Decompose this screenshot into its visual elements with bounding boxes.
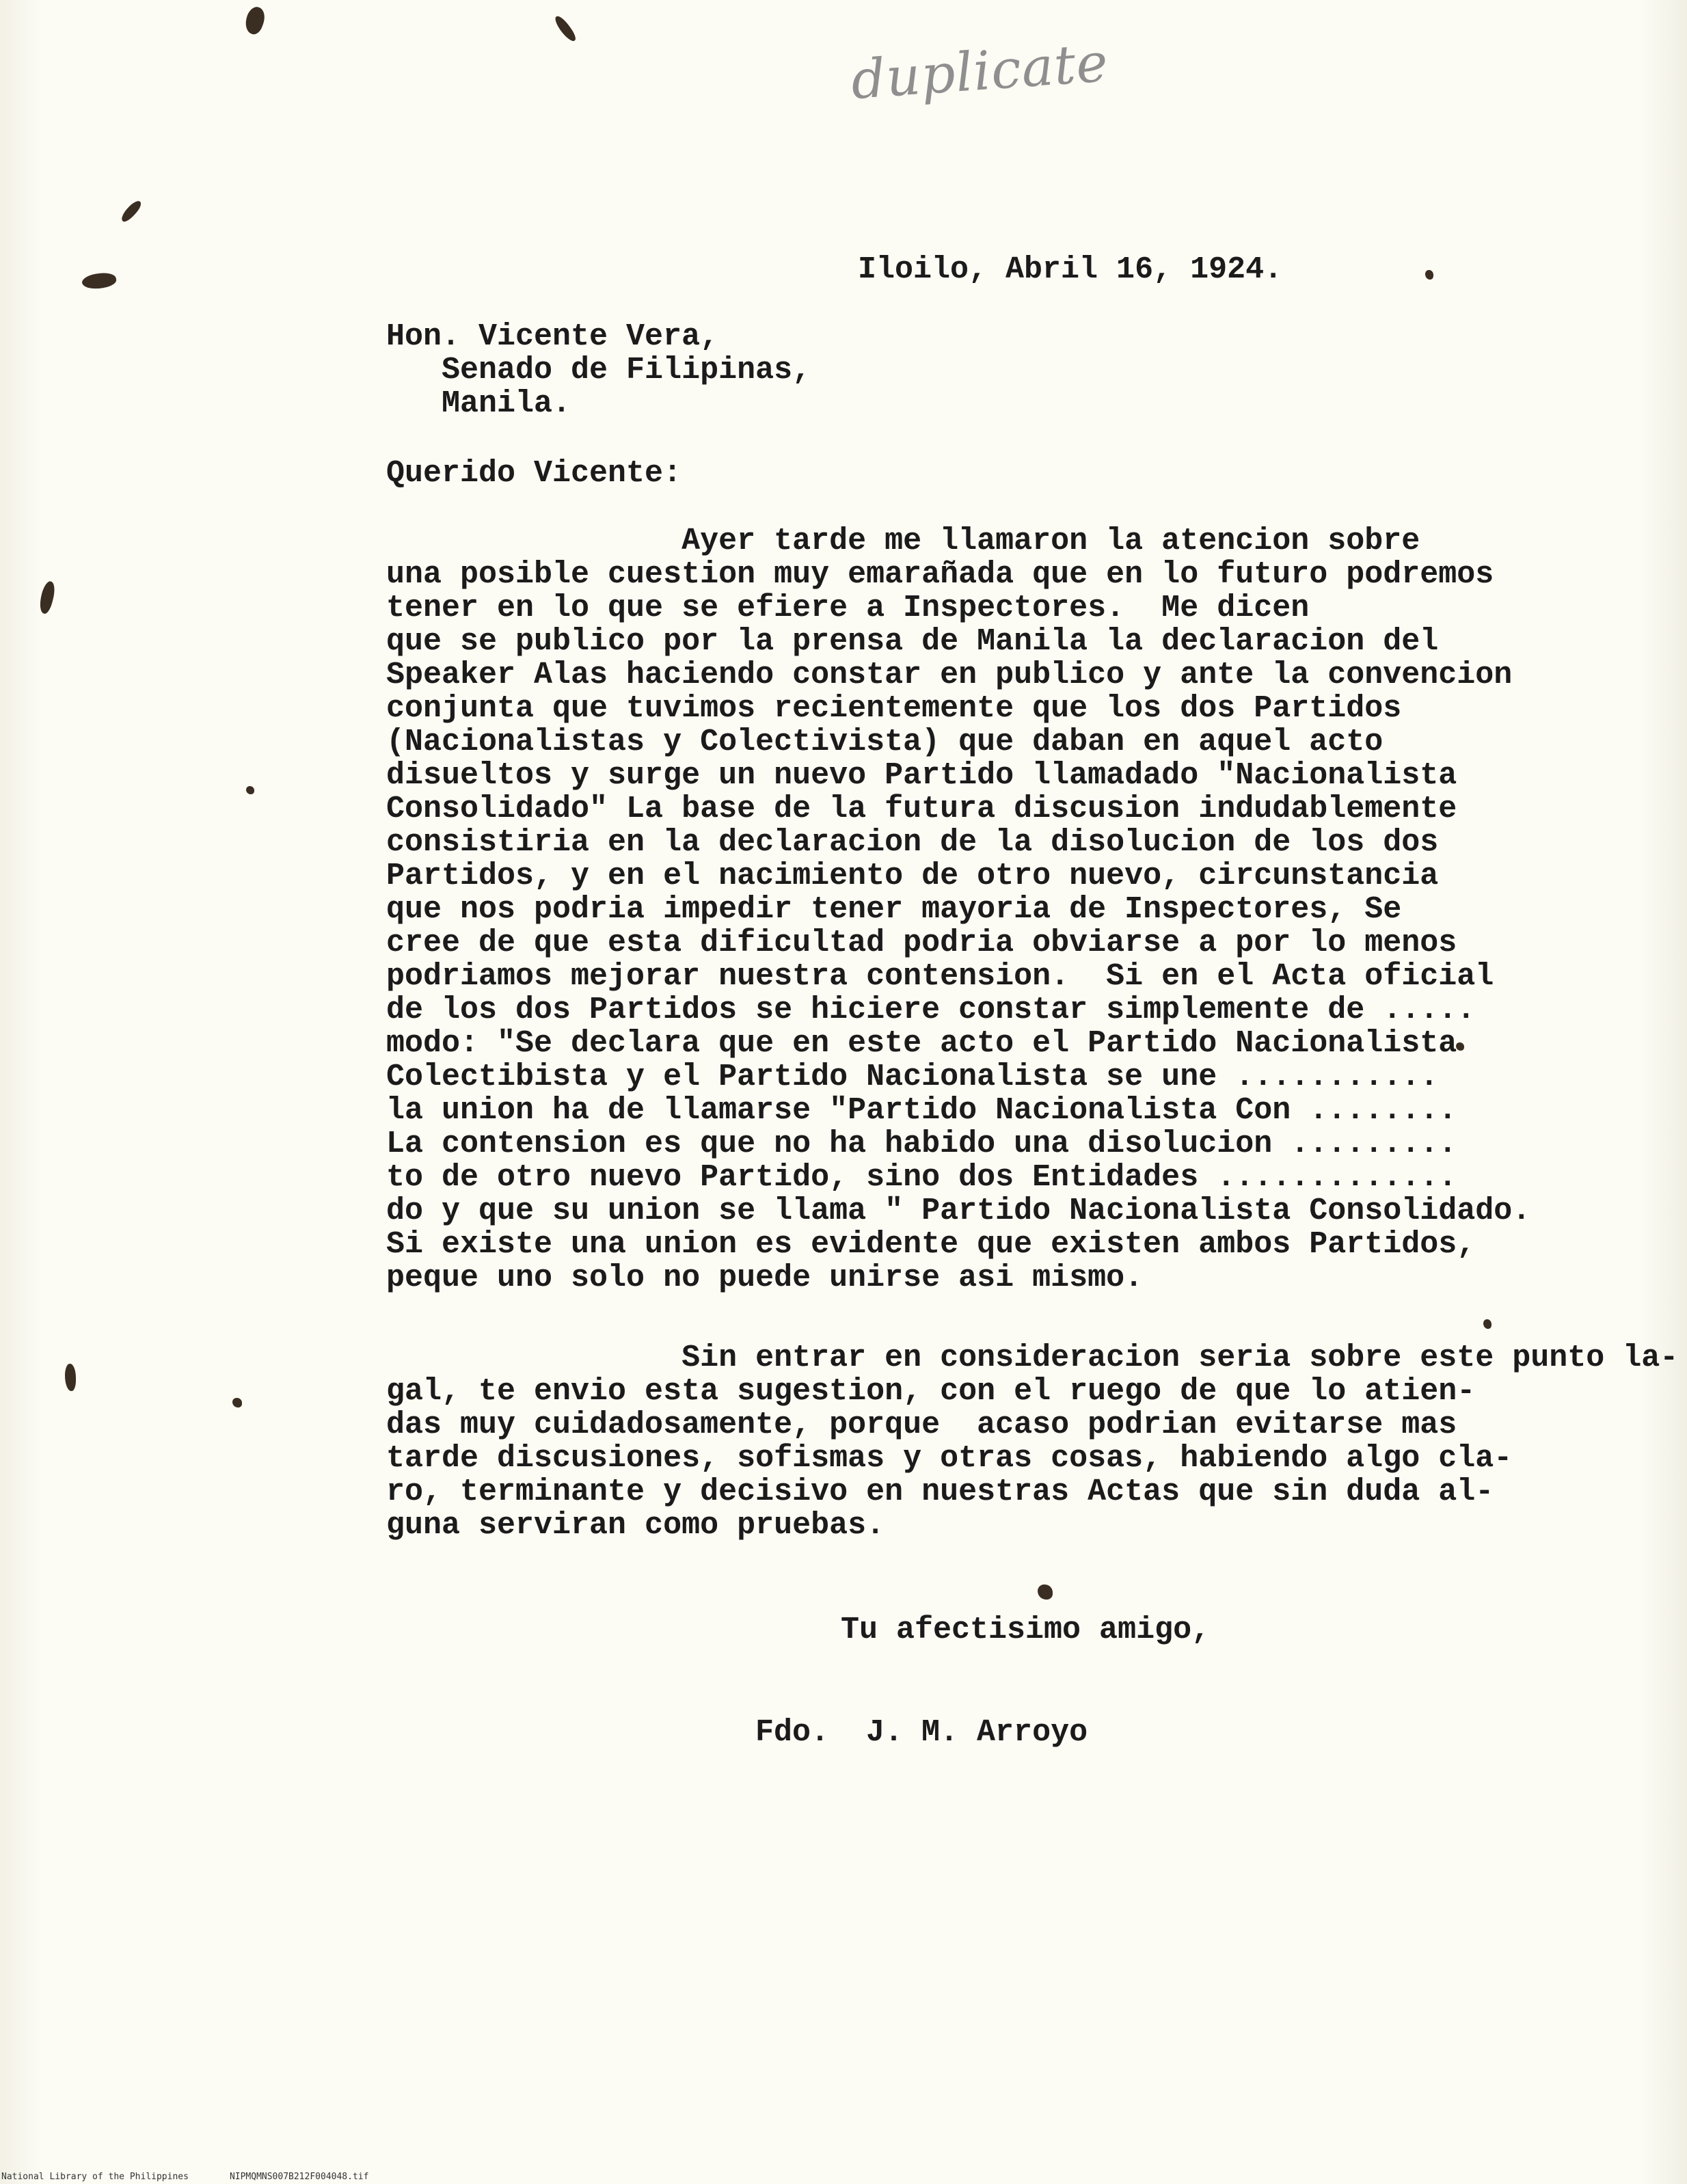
stain-spot xyxy=(1425,270,1433,280)
text-line: Sin entrar en consideracion seria sobre este punto la- xyxy=(386,1340,1679,1375)
text-line: Consolidado" La base de la futura discusion indudablemente xyxy=(386,792,1457,826)
text-line: tener en lo que se efiere a Inspectores. Me dicen xyxy=(386,591,1310,625)
stain-spot xyxy=(1483,1319,1492,1329)
text-line: cree de que esta dificultad podria obviarse a por lo menos xyxy=(386,926,1457,960)
text-line: Partidos, y en el nacimiento de otro nuevo, circunstancia xyxy=(386,859,1439,893)
text-line: gal, te envio esta sugestion, con el ruego de que lo atien- xyxy=(386,1374,1476,1409)
body-paragraph-2 xyxy=(386,1341,1678,1542)
recipient-address xyxy=(386,320,811,420)
text-line: to de otro nuevo Partido, sino dos Entidades ............. xyxy=(386,1160,1457,1195)
stain-spot xyxy=(65,1364,76,1391)
text-line: que nos podria impedir tener mayoria de Inspectores, Se xyxy=(386,892,1402,927)
stain-spot xyxy=(246,786,254,794)
text-line: una posible cuestion muy emarañada que en lo futuro podremos xyxy=(386,557,1494,592)
text-line: Speaker Alas haciendo constar en publico y ante la convencion xyxy=(386,658,1513,692)
text-line: modo: "Se declara que en este acto el Partido Nacionalista xyxy=(386,1026,1457,1061)
text-line: de los dos Partidos se hiciere constar simplemente de ..... xyxy=(386,993,1476,1027)
closing: Tu afectisimo amigo, xyxy=(841,1613,1211,1647)
pencil-annotation: duplicate xyxy=(849,31,1111,112)
text-line: tarde discusiones, sofismas y otras cosas, habiendo algo cla- xyxy=(386,1441,1513,1476)
text-line: Colectibista y el Partido Nacionalista se une ........... xyxy=(386,1060,1439,1094)
text-line: disueltos y surge un nuevo Partido llamadado "Nacionalista xyxy=(386,758,1457,793)
body-paragraph-1 xyxy=(386,524,1530,1295)
text-line: do y que su union se llama " Partido Nacionalista Consolidado. xyxy=(386,1194,1531,1228)
address-line: Hon. Vicente Vera, xyxy=(386,319,719,354)
date-line: Iloilo, Abril 16, 1924. xyxy=(858,252,1283,287)
scan-footer xyxy=(1,2172,368,2182)
text-line: consistiria en la declaracion de la disolucion de los dos xyxy=(386,825,1439,860)
text-line: que se publico por la prensa de Manila la declaracion del xyxy=(386,624,1439,659)
salutation: Querido Vicente: xyxy=(386,456,682,491)
text-line: Si existe una union es evidente que existen ambos Partidos, xyxy=(386,1227,1476,1262)
text-line: La contension es que no ha habido una disolucion ......... xyxy=(386,1127,1457,1161)
text-line: podriamos mejorar nuestra contension. Si en el Acta oficial xyxy=(386,959,1494,994)
footer-filename: NIPMQMNS007B212F004048.tif xyxy=(229,2172,369,2182)
text-line: (Nacionalistas y Colectivista) que daban en aquel acto xyxy=(386,725,1384,759)
text-line: la union ha de llamarse "Partido Nacionalista Con ........ xyxy=(386,1093,1457,1128)
text-line: Ayer tarde me llamaron la atencion sobre xyxy=(386,524,1420,558)
text-line: ro, terminante y decisivo en nuestras Actas que sin duda al- xyxy=(386,1474,1494,1509)
signature-line: Fdo. J. M. Arroyo xyxy=(755,1715,1088,1750)
text-line: conjunta que tuvimos recientemente que los dos Partidos xyxy=(386,691,1402,726)
address-line: Manila. xyxy=(386,386,571,421)
text-line: peque uno solo no puede unirse asi mismo. xyxy=(386,1260,1144,1295)
stain-spot xyxy=(1038,1585,1053,1600)
address-line: Senado de Filipinas, xyxy=(386,353,811,388)
text-line: das muy cuidadosamente, porque acaso podrian evitarse mas xyxy=(386,1407,1457,1442)
text-line: guna serviran como pruebas. xyxy=(386,1508,885,1543)
stain-spot xyxy=(232,1398,242,1407)
footer-source: National Library of the Philippines xyxy=(1,2172,189,2182)
